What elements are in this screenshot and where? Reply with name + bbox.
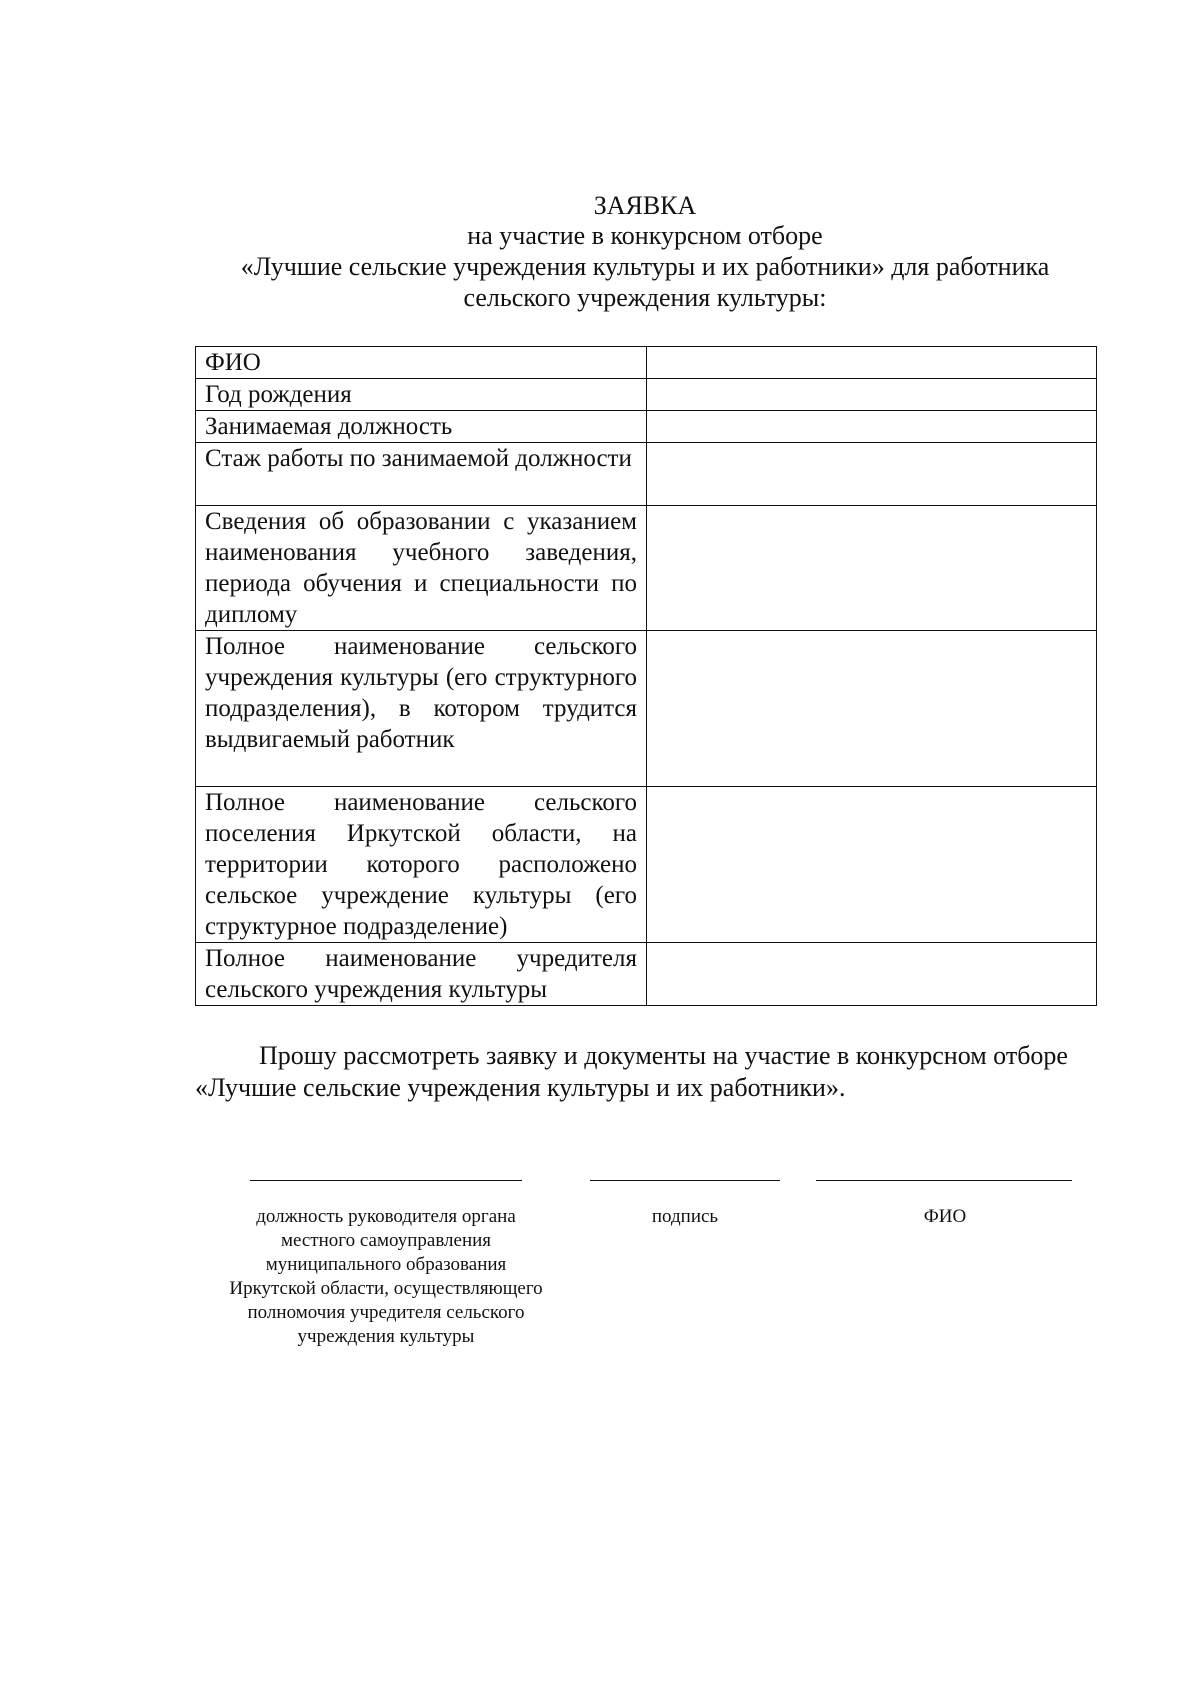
field-value-settlement-name[interactable]: [647, 787, 1097, 943]
field-label-work-experience: Стаж работы по занимаемой должности: [196, 443, 647, 506]
document-subtitle-line-2: «Лучшие сельские учреждения культуры и их работники» для работника: [240, 252, 1050, 281]
table-row: [196, 506, 1097, 631]
fio-signature-line[interactable]: [816, 1180, 1072, 1181]
field-value-education[interactable]: [647, 506, 1097, 631]
field-value-founder-name[interactable]: [647, 943, 1097, 1006]
field-label-settlement-name: Полное наименование сельского поселения Иркутской области, на территории которого расположено сельское учреждение культуры (его структурное подразделение): [196, 787, 647, 943]
position-caption-line: полномочия учредителя сельского: [247, 1302, 525, 1323]
table-row: [196, 631, 1097, 787]
table-row: [196, 943, 1097, 1006]
field-label-founder-name: Полное наименование учредителя сельского учреждения культуры: [196, 943, 647, 1006]
table-row: [196, 443, 1097, 506]
field-value-position[interactable]: [647, 411, 1097, 443]
document-subtitle-line-3: сельского учреждения культуры:: [463, 283, 827, 312]
signature-caption: подпись: [651, 1206, 719, 1227]
position-caption-line: муниципального образования: [265, 1254, 507, 1275]
table-row: [196, 787, 1097, 943]
request-paragraph: Прошу рассмотреть заявку и документы на участие в конкурсном отборе «Лучшие сельские учреждения культуры и их работники».: [195, 1041, 1068, 1102]
position-caption-line: Иркутской области, осуществляющего: [229, 1278, 543, 1299]
fio-caption: ФИО: [923, 1206, 967, 1227]
position-caption-line: учреждения культуры: [297, 1326, 475, 1347]
field-value-institution-name[interactable]: [647, 631, 1097, 787]
field-label-position: Занимаемая должность: [196, 411, 647, 443]
position-signature-line[interactable]: [250, 1180, 522, 1181]
field-label-institution-name: Полное наименование сельского учреждения культуры (его структурного подразделения), в котором трудится выдвигаемый работник: [196, 631, 647, 787]
field-label-fio: ФИО: [196, 347, 647, 379]
field-label-birth-year: Год рождения: [196, 379, 647, 411]
field-value-fio[interactable]: [647, 347, 1097, 379]
application-form-table: [195, 346, 1097, 1006]
position-caption: [200, 1205, 572, 1349]
field-value-work-experience[interactable]: [647, 443, 1097, 506]
document-title: ЗАЯВКА: [593, 191, 697, 220]
table-row: [196, 347, 1097, 379]
signature-line[interactable]: [590, 1180, 780, 1181]
position-caption-line: должность руководителя органа: [256, 1206, 516, 1227]
table-row: [196, 411, 1097, 443]
field-label-education: Сведения об образовании с указанием наименования учебного заведения, периода обучения и специальности по диплому: [196, 506, 647, 631]
field-value-birth-year[interactable]: [647, 379, 1097, 411]
position-caption-line: местного самоуправления: [280, 1230, 492, 1251]
table-row: [196, 379, 1097, 411]
document-subtitle-line-1: на участие в конкурсном отборе: [467, 221, 823, 250]
